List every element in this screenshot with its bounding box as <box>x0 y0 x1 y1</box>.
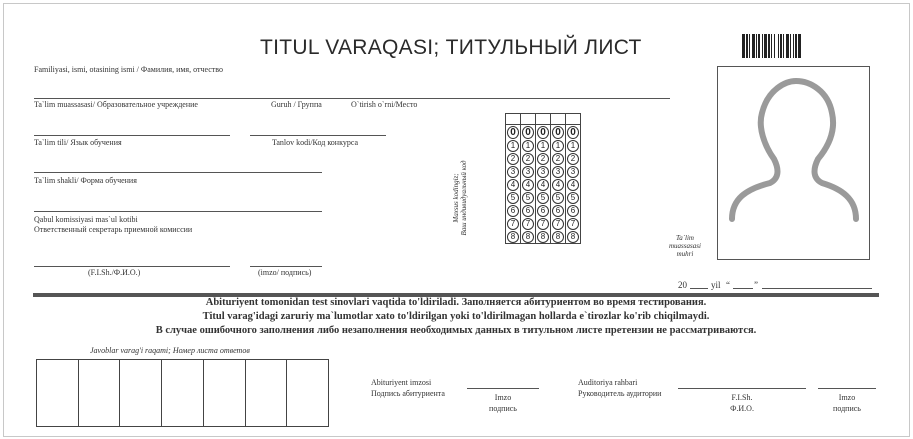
code-bubble[interactable]: 4 <box>507 179 519 191</box>
proctor-imzo-caption <box>818 392 876 414</box>
language-label: Ta`lim tili/ Язык обучения <box>34 138 122 147</box>
code-grid[interactable] <box>505 113 581 244</box>
code-bubble[interactable]: 0 <box>507 126 519 139</box>
answer-number-box[interactable] <box>78 360 120 426</box>
barcode-bar <box>798 34 801 58</box>
code-bubble[interactable]: 6 <box>567 205 579 217</box>
code-bubble[interactable]: 1 <box>507 140 519 152</box>
proctor-name-field[interactable] <box>678 388 806 389</box>
notice-line-3: В случае ошибочного заполнения либо незаполнения необходимых данных в титульном листе претензии не рассматриваются. <box>155 325 757 336</box>
answer-number-box[interactable] <box>119 360 161 426</box>
institution-field[interactable] <box>34 135 230 136</box>
seat-label: O`tirish o`rni/Место <box>351 100 418 109</box>
code-bubble[interactable]: 7 <box>507 218 519 230</box>
signature-label: (imzo/ подпись) <box>258 268 312 277</box>
applicant-label-ru: Подпись абитуриента <box>371 389 445 398</box>
proctor-label <box>578 377 661 399</box>
code-bubble[interactable]: 1 <box>522 140 534 152</box>
stamp-line-2: muassasasi <box>669 242 701 250</box>
code-bubble[interactable]: 1 <box>552 140 564 152</box>
study-form-field[interactable] <box>34 211 322 212</box>
answers-label: Javoblar varag'i raqami; Номер листа ответов <box>90 346 250 355</box>
code-bubble[interactable]: 2 <box>522 153 534 165</box>
group-label: Guruh / Группа <box>271 100 322 109</box>
date-day-field[interactable] <box>733 288 753 289</box>
stamp-label <box>669 234 701 258</box>
signature-field[interactable] <box>250 266 322 267</box>
code-bubble[interactable]: 1 <box>537 140 549 152</box>
imzo1-ru: подпись <box>489 404 517 413</box>
proctor-label-ru: Руководитель аудитории <box>578 389 662 398</box>
code-bubble[interactable]: 5 <box>552 192 564 204</box>
date-year-prefix: 20 <box>678 280 687 290</box>
code-column <box>506 114 520 243</box>
code-bubble[interactable]: 2 <box>567 153 579 165</box>
code-column-head <box>536 114 550 125</box>
photo-box <box>717 66 870 260</box>
answers-number-boxes[interactable] <box>36 359 329 427</box>
code-bubble[interactable]: 5 <box>507 192 519 204</box>
notice-line-1: Abituriyent tomonidan test sinovlari vaqtida to'ldiriladi. Заполняется абитуриентом во время тестирования. <box>205 297 707 308</box>
proctor-signature-field[interactable] <box>818 388 876 389</box>
code-bubble[interactable]: 7 <box>552 218 564 230</box>
code-bubble[interactable]: 3 <box>567 166 579 178</box>
code-bubble[interactable]: 0 <box>522 126 534 139</box>
answer-number-box[interactable] <box>286 360 328 426</box>
stamp-line-1: Ta`lim <box>675 234 694 242</box>
notice-line-2: Titul varag'idagi zaruriy ma`lumotlar xato to'ldirilgan yoki to'ldirilmagan hollarda e`tirozlar ko'rib chiqilmaydi. <box>202 311 710 322</box>
fullname-field[interactable] <box>34 98 670 99</box>
code-bubble[interactable]: 6 <box>507 205 519 217</box>
code-bubble[interactable]: 0 <box>567 126 579 139</box>
date-year-field[interactable] <box>690 288 708 289</box>
code-bubble[interactable]: 3 <box>522 166 534 178</box>
code-bubble[interactable]: 8 <box>522 231 534 243</box>
code-bubble[interactable]: 3 <box>552 166 564 178</box>
code-label-uz: Maxsus kodingiz; <box>452 173 460 223</box>
answer-number-box[interactable] <box>245 360 287 426</box>
code-bubble[interactable]: 7 <box>522 218 534 230</box>
proctor-fish-caption <box>678 392 806 414</box>
page-title: TITUL VARAQASI; ТИТУЛЬНЫЙ ЛИСТ <box>260 36 642 59</box>
institution-label: Ta`lim muassasasi/ Образовательное учреждение <box>34 100 198 109</box>
applicant-imzo-caption <box>467 392 539 414</box>
code-bubble[interactable]: 8 <box>552 231 564 243</box>
fish-ru: Ф.И.О. <box>730 404 754 413</box>
code-bubble[interactable]: 6 <box>552 205 564 217</box>
code-bubble[interactable]: 2 <box>537 153 549 165</box>
imzo2-uz: Imzo <box>838 393 856 402</box>
code-bubble[interactable]: 3 <box>537 166 549 178</box>
code-bubble[interactable]: 4 <box>552 179 564 191</box>
secretary-label-ru: Ответственный секретарь приемной комиссии <box>34 225 193 234</box>
code-bubble[interactable]: 2 <box>507 153 519 165</box>
code-bubble[interactable]: 0 <box>537 126 549 139</box>
code-column-head <box>551 114 565 125</box>
date-year-suffix: yil <box>711 280 721 290</box>
date-quote-close: ” <box>754 280 758 290</box>
fio-label: (F.I.Sh./Ф.И.О.) <box>88 268 141 277</box>
code-column <box>565 114 580 243</box>
applicant-signature-label <box>371 377 445 399</box>
code-bubble[interactable]: 2 <box>552 153 564 165</box>
fish-uz: F.I.Sh. <box>731 393 753 402</box>
stamp-line-3: muhri <box>676 250 694 258</box>
code-bubble[interactable]: 6 <box>522 205 534 217</box>
barcode <box>742 34 878 58</box>
code-bubble[interactable]: 3 <box>507 166 519 178</box>
code-bubble[interactable]: 1 <box>567 140 579 152</box>
code-bubble[interactable]: 5 <box>522 192 534 204</box>
applicant-label-uz: Abituriyent imzosi <box>371 378 432 387</box>
answer-number-box[interactable] <box>161 360 203 426</box>
imzo1-uz: Imzo <box>494 393 512 402</box>
code-bubble[interactable]: 4 <box>537 179 549 191</box>
code-bubble[interactable]: 8 <box>537 231 549 243</box>
code-bubble[interactable]: 5 <box>537 192 549 204</box>
secretary-label-uz: Qabul komissiyasi mas`ul kotibi <box>34 215 138 224</box>
code-column-head <box>566 114 580 125</box>
code-column-head <box>506 114 520 125</box>
code-column <box>535 114 550 243</box>
person-silhouette-icon <box>718 67 869 259</box>
code-column <box>550 114 565 243</box>
imzo2-ru: подпись <box>833 404 861 413</box>
code-bubble[interactable]: 0 <box>552 126 564 139</box>
date-month-field[interactable] <box>762 288 872 289</box>
answer-number-box[interactable] <box>37 360 78 426</box>
code-bubble[interactable]: 4 <box>567 179 579 191</box>
code-bubble[interactable]: 6 <box>537 205 549 217</box>
code-bubble[interactable]: 7 <box>537 218 549 230</box>
code-column-head <box>521 114 535 125</box>
code-bubble[interactable]: 5 <box>567 192 579 204</box>
code-bubble[interactable]: 8 <box>567 231 579 243</box>
proctor-label-uz: Auditoriya rahbari <box>578 378 638 387</box>
fullname-label: Familiyasi, ismi, otasining ismi / Фамилия, имя, отчество <box>34 65 224 74</box>
language-field[interactable] <box>34 172 322 173</box>
code-label <box>452 138 468 258</box>
date-quote-open: “ <box>726 280 730 290</box>
code-column <box>520 114 535 243</box>
study-form-label: Ta`lim shakli/ Форма обучения <box>34 176 137 185</box>
applicant-signature-field[interactable] <box>467 388 539 389</box>
group-field[interactable] <box>250 135 386 136</box>
fio-field[interactable] <box>34 266 230 267</box>
code-bubble[interactable]: 4 <box>522 179 534 191</box>
code-label-ru: Ваш индивидуальный код <box>460 160 468 236</box>
code-bubble[interactable]: 8 <box>507 231 519 243</box>
competition-label: Tanlov kodi/Код конкурса <box>272 138 359 147</box>
code-bubble[interactable]: 7 <box>567 218 579 230</box>
answer-number-box[interactable] <box>203 360 245 426</box>
